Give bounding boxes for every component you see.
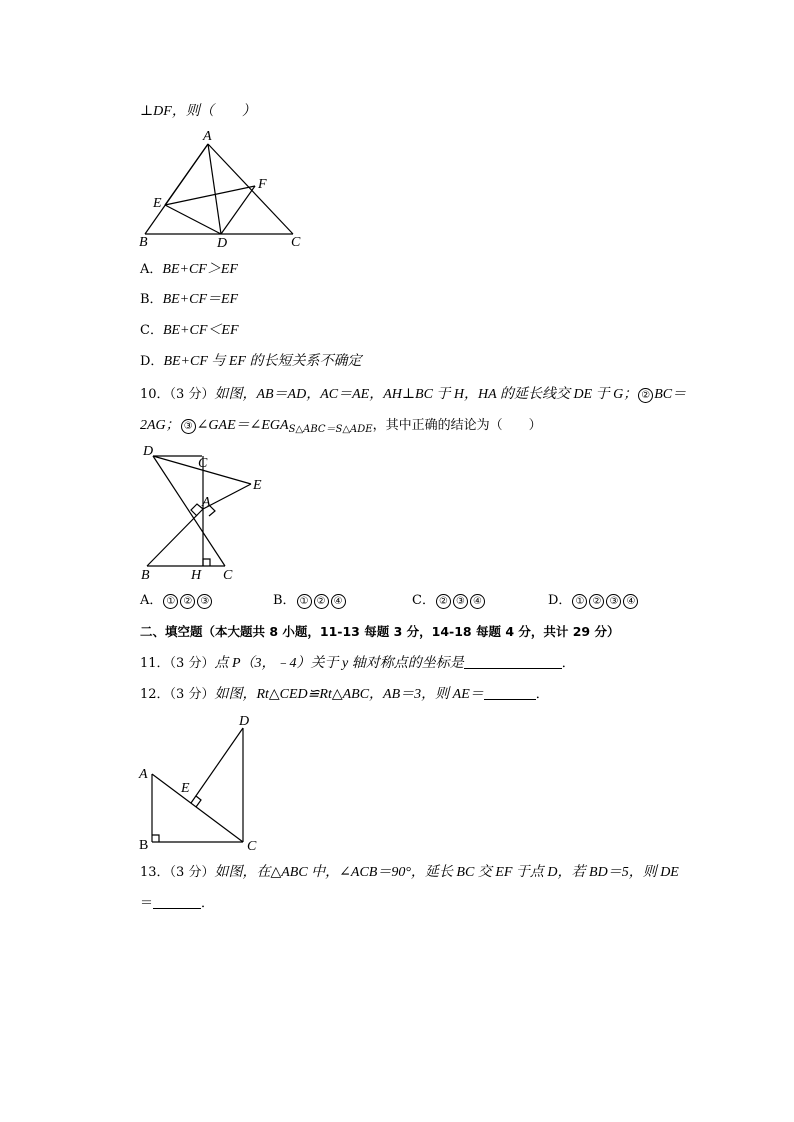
q12-label-a: A	[139, 767, 148, 782]
q13-stem-line2: ＝ ．	[140, 896, 215, 911]
q9-label-c: C	[291, 235, 301, 250]
q12-label-e: E	[181, 781, 190, 796]
q10-option-a: A． ① ② ③	[140, 592, 213, 610]
q9-label-d: D	[217, 236, 228, 251]
q9-stem-tail: ⊥DF，则（ ）	[140, 104, 256, 119]
q10-stem-line2: 2AG； ③ $\angle GAE=\angle EGA_{S\triangle ABC=S\triangle ADE}$，其中正确的结论为（ ）	[140, 418, 542, 435]
q13-answer-blank[interactable]	[153, 896, 201, 909]
q11-stem: 11．（3 分）点 P（3，﹣4）关于 y 轴对称点的坐标是 ．	[140, 656, 575, 671]
q10-label-c: C	[223, 568, 233, 583]
q10-option-c: C． ② ③ ④	[412, 592, 486, 610]
q9-option-c: C．BE+CF＜EF	[140, 323, 239, 338]
q10-label-b: B	[141, 568, 150, 583]
q12-answer-blank[interactable]	[484, 687, 536, 700]
q10-stem-line1: 10．（3 分）如图，AB＝AD，AC＝AE，AH⊥BC 于 H，HA 的延长线交 DE 于 G； ② BC＝	[140, 387, 687, 402]
q10-option-d: D． ① ② ③ ④	[548, 592, 639, 610]
q10-label-e: E	[253, 478, 262, 493]
q9-option-d: D．BE+CF 与 EF 的长短关系不确定	[140, 354, 362, 369]
q10-label-c-top: C	[198, 456, 208, 471]
q9-option-b: B．BE+CF＝EF	[140, 292, 239, 307]
section2-heading: 二、填空题（本大题共 8 小题，11-13 每题 3 分，14-18 每题 4 分，共计 29 分）	[140, 624, 620, 639]
q12-stem: 12．（3 分）如图，Rt△CED≌Rt△ABC，AB＝3，则 AE＝ ．	[140, 687, 549, 702]
q9-option-a: A．BE+CF＞EF	[140, 262, 238, 277]
q10-label-a: A	[202, 495, 211, 510]
q11-answer-blank[interactable]	[464, 656, 562, 669]
q12-label-c: C	[247, 839, 257, 854]
q9-label-e: E	[153, 196, 162, 211]
q10-figure	[135, 440, 275, 585]
q9-label-a: A	[203, 129, 212, 144]
q13-stem-line1: 13．（3 分）如图，在△ABC 中，∠ACB＝90°，延长 BC 交 EF 于点 D，若 BD＝5，则 DE	[140, 865, 679, 880]
q12-figure	[135, 712, 275, 852]
q12-label-d: D	[239, 714, 250, 729]
q12-label-b: B	[139, 838, 149, 853]
q9-label-f: F	[258, 177, 267, 192]
q10-label-h: H	[191, 568, 202, 583]
q10-label-d: D	[143, 444, 154, 459]
q9-label-b: B	[139, 235, 148, 250]
q10-option-b: B． ① ② ④	[273, 592, 347, 610]
q9-triangle-figure	[135, 128, 315, 253]
